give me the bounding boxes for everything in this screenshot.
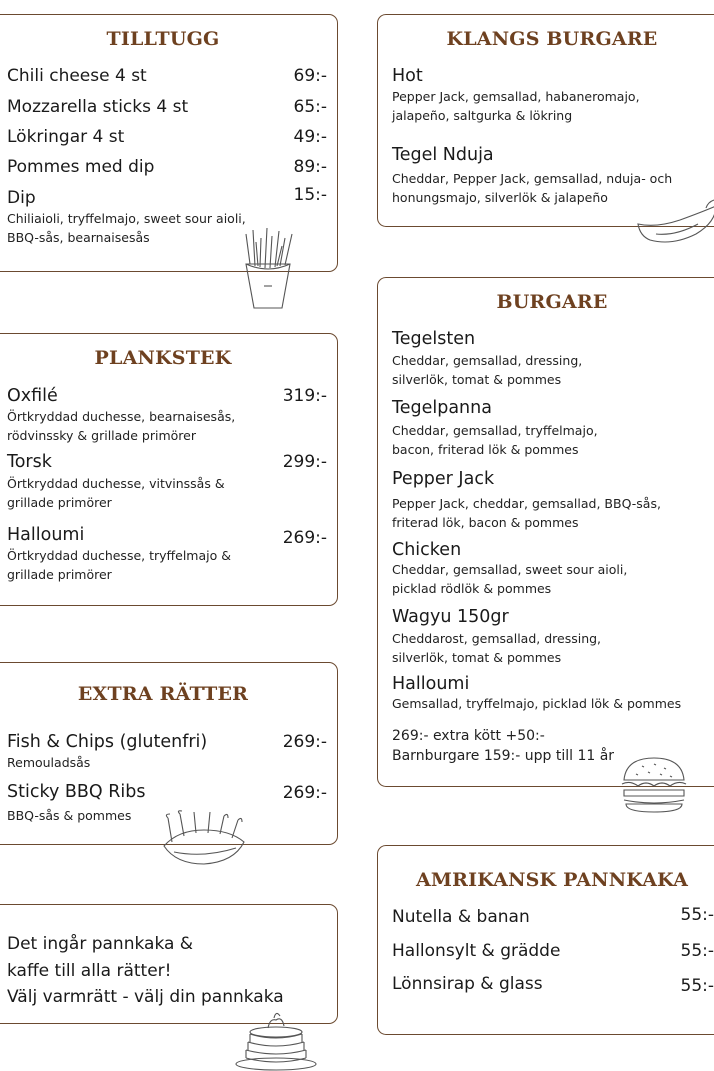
- menu-item-price: 269:-: [282, 528, 327, 548]
- menu-item-description: Pepper Jack, cheddar, gemsallad, BBQ-sås, friterad lök, bacon & pommes: [392, 496, 661, 530]
- menu-item-price: 269:-: [282, 783, 327, 803]
- menu-item-description: Örtkryddad duchesse, vitvinssås & grillade primörer: [7, 476, 225, 510]
- menu-item-price: 55:-: [680, 905, 714, 925]
- menu-item-price: 299:-: [282, 452, 327, 472]
- menu-item-name: Pommes med dip: [7, 157, 155, 177]
- menu-item-description: Remouladsås: [7, 755, 91, 770]
- menu-item-price: 319:-: [282, 386, 327, 406]
- menu-item-name: Tegelpanna: [392, 398, 492, 418]
- menu-item-name: Lökringar 4 st: [7, 127, 125, 147]
- burger-icon: [620, 756, 688, 814]
- tilltugg-title: TILLTUGG: [106, 28, 220, 50]
- menu-item-name: Halloumi: [392, 674, 470, 694]
- menu-item-name: Dip: [7, 188, 36, 208]
- menu-item-name: Chili cheese 4 st: [7, 66, 147, 86]
- pancake-icon: [234, 1008, 318, 1071]
- menu-item-name: Sticky BBQ Ribs: [7, 782, 146, 802]
- menu-item-price: 69:-: [293, 66, 327, 86]
- menu-item-name: Chicken: [392, 540, 462, 560]
- menu-item-name: Hallonsylt & grädde: [392, 941, 561, 961]
- menu-item-price: 269:-: [282, 732, 327, 752]
- info-line: kaffe till alla rätter!: [7, 961, 172, 981]
- menu-item-description: BBQ-sås & pommes: [7, 808, 132, 823]
- menu-item-name: Tegel Nduja: [392, 145, 494, 165]
- extra-title: EXTRA RÄTTER: [77, 683, 249, 705]
- klangs-title: KLANGS BURGARE: [446, 28, 658, 50]
- burgare-note: Barnburgare 159:- upp till 11 år: [392, 748, 615, 764]
- menu-item-price: 65:-: [293, 97, 327, 117]
- menu-item-name: Lönnsirap & glass: [392, 974, 543, 994]
- menu-item-name: Hot: [392, 66, 423, 86]
- ribs-icon: [158, 812, 250, 874]
- menu-item-name: Wagyu 150gr: [392, 607, 509, 627]
- fries-icon: [236, 228, 300, 312]
- menu-item-price: 15:-: [293, 185, 327, 205]
- menu-item-description: Gemsallad, tryffelmajo, picklad lök & pommes: [392, 696, 682, 711]
- menu-item-description: Cheddar, gemsallad, sweet sour aioli, picklad rödlök & pommes: [392, 562, 628, 596]
- info-line: Det ingår pannkaka &: [7, 934, 194, 954]
- plankstek-section: [0, 333, 338, 606]
- plankstek-title: PLANKSTEK: [94, 347, 232, 369]
- menu-item-name: Mozzarella sticks 4 st: [7, 97, 189, 117]
- menu-item-description: Cheddar, Pepper Jack, gemsallad, nduja- och honungsmajo, silverlök & jalapeño: [392, 171, 673, 205]
- klangs-section: [377, 14, 714, 227]
- menu-item-description: Cheddar, gemsallad, dressing, silverlök, tomat & pommes: [392, 353, 583, 387]
- chili-icon: [636, 198, 714, 248]
- burgare-title: BURGARE: [496, 291, 608, 313]
- burgare-section: [377, 277, 714, 787]
- menu-item-name: Pepper Jack: [392, 469, 495, 489]
- menu-item-description: Cheddarost, gemsallad, dressing, silverlök, tomat & pommes: [392, 631, 602, 665]
- menu-item-name: Tegelsten: [392, 329, 476, 349]
- pannkaka-title: AMRIKANSK PANNKAKA: [415, 869, 689, 891]
- menu-item-name: Fish & Chips (glutenfri): [7, 732, 208, 752]
- menu-item-description: Cheddar, gemsallad, tryffelmajo, bacon, friterad lök & pommes: [392, 423, 598, 457]
- menu-item-name: Torsk: [7, 452, 52, 472]
- menu-item-name: Halloumi: [7, 525, 85, 545]
- dip-description: Chiliaioli, tryffelmajo, sweet sour aioli, BBQ-sås, bearnaisesås: [7, 211, 246, 245]
- menu-item-description: Pepper Jack, gemsallad, habaneromajo, jalapeño, saltgurka & lökring: [392, 89, 640, 123]
- menu-item-price: 55:-: [680, 941, 714, 961]
- info-section: [0, 904, 338, 1024]
- menu-item-description: Örtkryddad duchesse, tryffelmajo & grillade primörer: [7, 548, 231, 582]
- menu-item-price: 49:-: [293, 127, 327, 147]
- info-line: Välj varmrätt - välj din pannkaka: [7, 987, 284, 1007]
- menu-item-name: Oxfilé: [7, 386, 58, 406]
- burgare-note: 269:- extra kött +50:-: [392, 728, 545, 744]
- menu-item-description: Örtkryddad duchesse, bearnaisesås, rödvinssky & grillade primörer: [7, 409, 236, 443]
- menu-item-price: 55:-: [680, 976, 714, 996]
- menu-item-price: 89:-: [293, 157, 327, 177]
- pannkaka-section: [377, 845, 714, 1035]
- menu-item-name: Nutella & banan: [392, 907, 530, 927]
